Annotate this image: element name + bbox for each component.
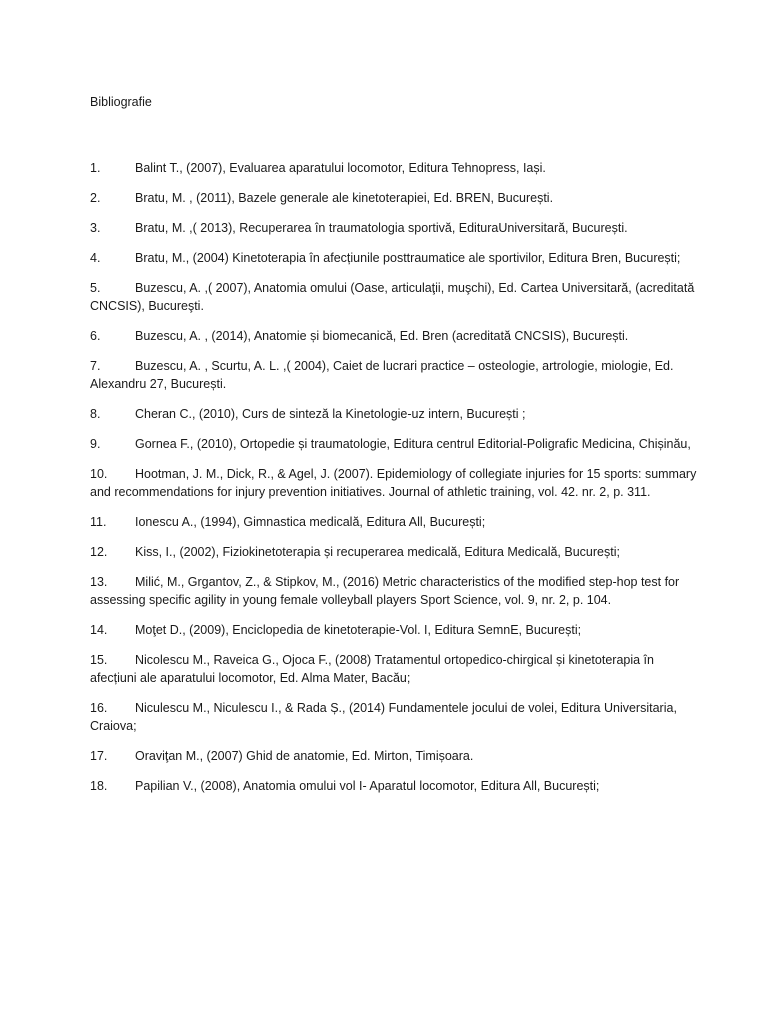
list-item (90, 159, 698, 177)
list-item (90, 249, 698, 267)
entry-text: Bratu, M. , (2011), Bazele generale ale kinetoterapiei, Ed. BREN, București. (135, 191, 554, 205)
entry-text: Bratu, M. ,( 2013), Recuperarea în traumatologia sportivă, EdituraUniversitară, București. (135, 221, 628, 235)
list-item (90, 513, 698, 531)
entry-number: 12. (90, 545, 108, 559)
entry-text: Moţet D., (2009), Enciclopedia de kinetoterapie-Vol. I, Editura SemnE, București; (135, 623, 582, 637)
entry-number: 14. (90, 623, 108, 637)
list-item (90, 573, 698, 609)
entry-text: Niculescu M., Niculescu I., & Rada Ș., (2014) Fundamentele jocului de volei, Editura Universitaria, Craiova; (90, 701, 677, 733)
entry-number: 2. (90, 191, 101, 205)
entry-number: 17. (90, 749, 108, 763)
list-item (90, 777, 698, 795)
list-item (90, 699, 698, 735)
entry-text: Gornea F., (2010), Ortopedie și traumatologie, Editura centrul Editorial-Poligrafic Medicina, Chișinău, (135, 437, 691, 451)
bibliography-list (90, 159, 698, 795)
list-item (90, 405, 698, 423)
entry-text: Nicolescu M., Raveica G., Ojoca F., (2008) Tratamentul ortopedico-chirgical și kinetoterapia în afecțiuni ale aparatului locomotor, Ed. Alma Mater, Bacău; (90, 653, 654, 685)
entry-text: Bratu, M., (2004) Kinetoterapia în afecțiunile posttraumatice ale sportivilor, Editura Bren, București; (135, 251, 681, 265)
entry-number: 16. (90, 701, 108, 715)
list-item (90, 747, 698, 765)
entry-number: 3. (90, 221, 101, 235)
list-item (90, 621, 698, 639)
entry-text: Milić, M., Grgantov, Z., & Stipkov, M., (2016) Metric characteristics of the modified step-hop test for assessing specific agility in young female volleyball players Sport Science, vol. 9, nr. 2, p. 104. (90, 575, 680, 607)
entry-number: 6. (90, 329, 101, 343)
entry-text: Hootman, J. M., Dick, R., & Agel, J. (2007). Epidemiology of collegiate injuries for 15 sports: summary and recommendations for injury prevention initiatives. Journal of athletic training, vol. 42. nr. 2, p. 311. (90, 467, 697, 499)
entry-number: 1. (90, 161, 101, 175)
list-item (90, 651, 698, 687)
entry-number: 15. (90, 653, 108, 667)
list-item (90, 189, 698, 207)
entry-text: Ionescu A., (1994), Gimnastica medicală, Editura All, București; (135, 515, 486, 529)
entry-text: Kiss, I., (2002), Fiziokinetoterapia și recuperarea medicală, Editura Medicală, București; (135, 545, 620, 559)
entry-number: 4. (90, 251, 101, 265)
list-item (90, 357, 698, 393)
entry-text: Papilian V., (2008), Anatomia omului vol I- Aparatul locomotor, Editura All, București; (135, 779, 600, 793)
list-item (90, 327, 698, 345)
entry-number: 18. (90, 779, 108, 793)
list-item (90, 465, 698, 501)
entry-number: 8. (90, 407, 101, 421)
entry-text: Buzescu, A. , Scurtu, A. L. ,( 2004), Caiet de lucrari practice – osteologie, artrologie, miologie, Ed. Alexandru 27, București. (90, 359, 674, 391)
entry-number: 5. (90, 281, 101, 295)
entry-number: 11. (90, 515, 107, 529)
entry-number: 13. (90, 575, 108, 589)
entry-text: Buzescu, A. ,( 2007), Anatomia omului (Oase, articulaţii, muşchi), Ed. Cartea Universitară, (acreditată CNCSIS), Bucureşti. (90, 281, 695, 313)
list-item (90, 279, 698, 315)
entry-number: 7. (90, 359, 101, 373)
entry-text: Oraviţan M., (2007) Ghid de anatomie, Ed. Mirton, Timișoara. (135, 749, 474, 763)
entry-text: Balint T., (2007), Evaluarea aparatului locomotor, Editura Tehnopress, Iași. (135, 161, 546, 175)
entry-number: 9. (90, 437, 101, 451)
list-item (90, 219, 698, 237)
entry-text: Buzescu, A. , (2014), Anatomie și biomecanică, Ed. Bren (acreditată CNCSIS), București. (135, 329, 629, 343)
list-item (90, 435, 698, 453)
entry-number: 10. (90, 467, 108, 481)
list-item (90, 543, 698, 561)
page-title: Bibliografie (90, 95, 152, 109)
entry-text: Cheran C., (2010), Curs de sinteză la Kinetologie-uz intern, București ; (135, 407, 526, 421)
